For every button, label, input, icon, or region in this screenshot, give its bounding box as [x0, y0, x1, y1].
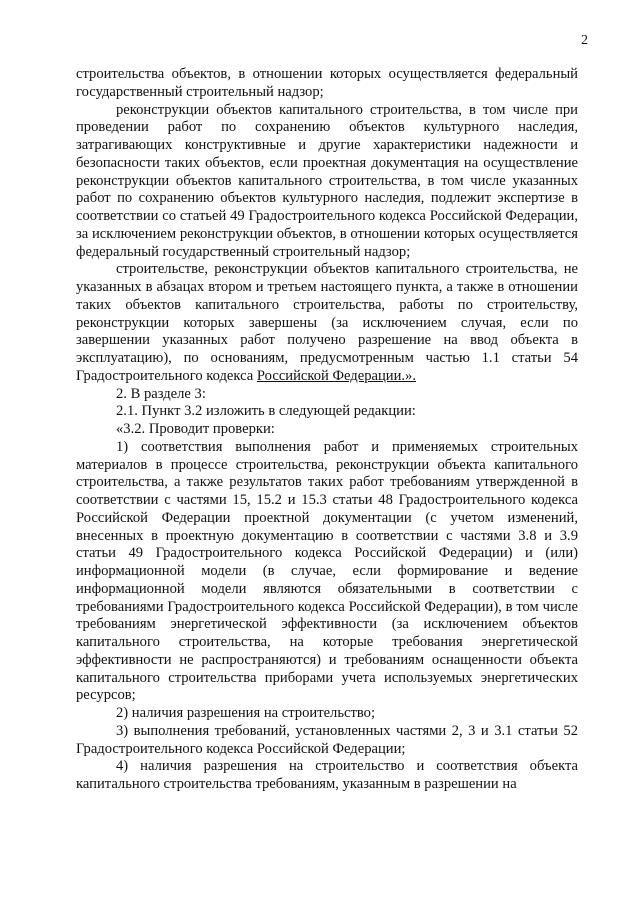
paragraph-3-text: строительстве, реконструкции объектов капитального строительства, не указанных в абзацах втором и третьем настоящего пункта, а также в отношении таких объектов капитального строительства, работы по строительству, реконструкции которых завершены (за исключением случая, если по завершении указанных работ получено разрешение на ввод объекта в эксплуатацию), по основаниям, предусмотренным частью 1.1 статьи 54 Градостроительного кодекса Российской Федерации.». — [76, 261, 578, 384]
paragraph-4: 2. В разделе 3: — [116, 385, 206, 402]
paragraph-9: 3) выполнения требований, установленных частями 2, 3 и 3.1 статьи 52 Градостроительного кодекса Российской Федерации; — [76, 722, 578, 757]
paragraph-1: строительства объектов, в отношении которых осуществляется федеральный государственный строительный надзор; — [76, 66, 578, 100]
paragraph-8: 2) наличия разрешения на строительство; — [116, 705, 375, 721]
paragraph-5: 2.1. Пункт 3.2 изложить в следующей редакции: — [116, 403, 416, 420]
paragraph-10: 4) наличия разрешения на строительство и соответствия объекта капитального строительства требованиям, указанным в разрешении на — [76, 758, 578, 792]
paragraph-6: «3.2. Проводит проверки: — [116, 421, 275, 437]
document-body — [76, 66, 578, 794]
paragraph-3-underlined-tail: Российской Федерации.». — [256, 367, 417, 384]
paragraph-3 — [76, 261, 578, 385]
paragraph-2: реконструкции объектов капитального строительства, в том числе при проведении работ по сохранению объектов культурного наследия, затрагивающих конструктивные и другие характеристики надежности и безопасности таких объектов, если проектная документация на осуществление реконструкции объектов капитального строительства, в том числе указанных работ по сохранению объектов культурного наследия, подлежит экспертизе в соответствии со статьей 49 Градостроительного кодекса Российской Федерации, за исключением реконструкции объектов, в отношении которых осуществляется федеральный государственный строительный надзор; — [76, 101, 578, 260]
paragraph-7: 1) соответствия выполнения работ и применяемых строительных материалов в процессе строительства, реконструкции объекта капитального строительства, а также результатов таких работ требованиям утвержденной в соответствии с частями 15, 15.2 и 15.3 статьи 48 Градостроительного кодекса Российской Федерации проектной документации (с учетом изменений, внесенных в проектную документацию в соответствии с частями 3.8 и 3.9 статьи 49 Градостроительного кодекса Российской Федерации) и (или) информационной модели (в случае, если формирование и ведение информационной модели являются обязательными в соответствии с требованиями Градостроительного кодекса Российской Федерации), в том числе требованиям энергетической эффективности (за исключением объектов капитального строительства, на которые требования энергетической эффективности не распространяются) и требованиям оснащенности объекта капитального строительства приборами учета используемых энергетических ресурсов; — [76, 438, 578, 704]
page-number: 2 — [581, 33, 588, 48]
